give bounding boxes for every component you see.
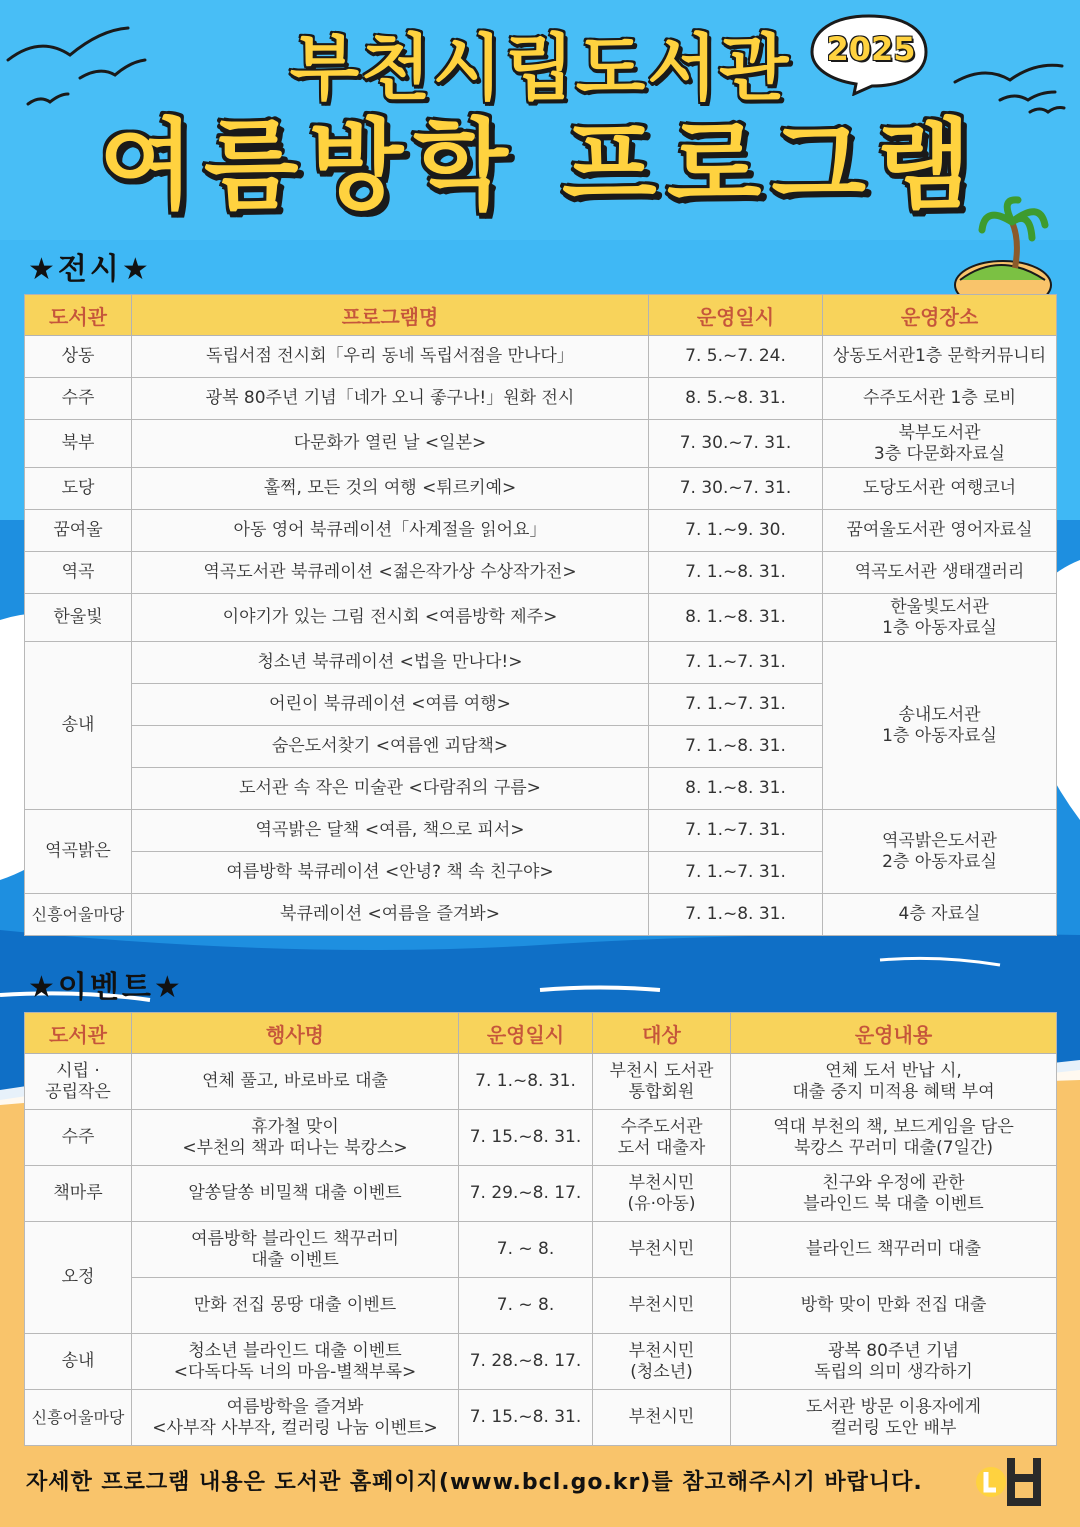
place-cell: 한울빛도서관 1층 아동자료실 [823, 594, 1057, 642]
events-heading: ★이벤트★ [28, 970, 184, 1005]
date-cell: 7. 1.~8. 31. [649, 552, 823, 594]
column-header: 도서관 [25, 1013, 132, 1054]
table-row [25, 1054, 1057, 1110]
program-cell: 아동 영어 북큐레이션「사계절을 읽어요」 [132, 510, 649, 552]
program-cell: 독립서점 전시회「우리 동네 독립서점을 만나다」 [132, 336, 649, 378]
table-row [25, 810, 1057, 852]
date-cell: 7. ~ 8. [459, 1222, 593, 1278]
table-row [25, 1166, 1057, 1222]
target-cell: 부천시민 (청소년) [593, 1334, 731, 1390]
exhibitions-heading: ★전시★ [28, 252, 152, 287]
library-cell: 상동 [25, 336, 132, 378]
date-cell: 7. 30.~7. 31. [649, 468, 823, 510]
column-header: 대상 [593, 1013, 731, 1054]
date-cell: 7. 28.~8. 17. [459, 1334, 593, 1390]
table-row [25, 378, 1057, 420]
column-header: 행사명 [132, 1013, 459, 1054]
column-header: 운영일시 [649, 295, 823, 336]
content-cell: 도서관 방문 이용자에게 컬러링 도안 배부 [731, 1390, 1057, 1446]
content-cell: 방학 맞이 만화 전집 대출 [731, 1278, 1057, 1334]
target-cell: 수주도서관 도서 대출자 [593, 1110, 731, 1166]
event-name-cell: 연체 풀고, 바로바로 대출 [132, 1054, 459, 1110]
target-cell: 부천시 도서관 통합회원 [593, 1054, 731, 1110]
library-cell: 역곡밝은 [25, 810, 132, 894]
table-row [25, 1278, 1057, 1334]
event-name-cell: 만화 전집 몽땅 대출 이벤트 [132, 1278, 459, 1334]
library-logo [973, 1452, 1047, 1510]
library-cell: 역곡 [25, 552, 132, 594]
library-cell: 책마루 [25, 1166, 132, 1222]
footer-note: 자세한 프로그램 내용은 도서관 홈페이지(www.bcl.go.kr)를 참고해주시기 바랍니다. [26, 1470, 923, 1495]
table-row [25, 642, 1057, 684]
content-cell: 연체 도서 반납 시, 대출 중지 미적용 혜택 부여 [731, 1054, 1057, 1110]
program-cell: 역곡밝은 달책 <여름, 책으로 피서> [132, 810, 649, 852]
program-cell: 어린이 북큐레이션 <여름 여행> [132, 684, 649, 726]
column-header: 도서관 [25, 295, 132, 336]
table-header-row [25, 1013, 1057, 1054]
event-name-cell: 알쏭달쏭 비밀책 대출 이벤트 [132, 1166, 459, 1222]
date-cell: 7. 1.~7. 31. [649, 684, 823, 726]
event-name-cell: 여름방학을 즐겨봐 <사부작 사부작, 컬러링 나눔 이벤트> [132, 1390, 459, 1446]
event-name-cell: 청소년 블라인드 대출 이벤트 <다독다독 너의 마음-별책부록> [132, 1334, 459, 1390]
date-cell: 7. 15.~8. 31. [459, 1110, 593, 1166]
date-cell: 7. 1.~7. 31. [649, 810, 823, 852]
library-cell: 시립 · 공립작은 [25, 1054, 132, 1110]
place-cell: 송내도서관 1층 아동자료실 [823, 642, 1057, 810]
target-cell: 부천시민 [593, 1390, 731, 1446]
column-header: 프로그램명 [132, 295, 649, 336]
library-cell: 송내 [25, 642, 132, 810]
library-cell: 신흥어울마당 [25, 1390, 132, 1446]
target-cell: 부천시민 (유·아동) [593, 1166, 731, 1222]
date-cell: 7. ~ 8. [459, 1278, 593, 1334]
date-cell: 7. 5.~7. 24. [649, 336, 823, 378]
column-header: 운영일시 [459, 1013, 593, 1054]
date-cell: 7. 1.~8. 31. [459, 1054, 593, 1110]
event-name-cell: 여름방학 블라인드 책꾸러미 대출 이벤트 [132, 1222, 459, 1278]
table-row [25, 1222, 1057, 1278]
place-cell: 북부도서관 3층 다문화자료실 [823, 420, 1057, 468]
library-cell: 수주 [25, 1110, 132, 1166]
date-cell: 7. 1.~7. 31. [649, 852, 823, 894]
event-name-cell: 휴가철 맞이 <부천의 책과 떠나는 북캉스> [132, 1110, 459, 1166]
library-cell: 북부 [25, 420, 132, 468]
library-cell: 도당 [25, 468, 132, 510]
table-row [25, 336, 1057, 378]
content-cell: 블라인드 책꾸러미 대출 [731, 1222, 1057, 1278]
program-cell: 훌쩍, 모든 것의 여행 <튀르키예> [132, 468, 649, 510]
table-header-row [25, 295, 1057, 336]
program-cell: 다문화가 열린 날 <일본> [132, 420, 649, 468]
table-row [25, 420, 1057, 468]
date-cell: 7. 1.~8. 31. [649, 726, 823, 768]
date-cell: 7. 1.~7. 31. [649, 642, 823, 684]
table-row [25, 894, 1057, 936]
program-cell: 북큐레이션 <여름을 즐겨봐> [132, 894, 649, 936]
content-cell: 친구와 우정에 관한 블라인드 북 대출 이벤트 [731, 1166, 1057, 1222]
program-cell: 역곡도서관 북큐레이션 <젊은작가상 수상작가전> [132, 552, 649, 594]
program-cell: 광복 80주년 기념「네가 오니 좋구나!」원화 전시 [132, 378, 649, 420]
table-row [25, 1390, 1057, 1446]
program-cell: 숨은도서찾기 <여름엔 괴담책> [132, 726, 649, 768]
page-subtitle: 여름방학 프로그램 [99, 109, 981, 223]
place-cell: 도당도서관 여행코너 [823, 468, 1057, 510]
target-cell: 부천시민 [593, 1278, 731, 1334]
date-cell: 7. 1.~9. 30. [649, 510, 823, 552]
events-table [24, 1012, 1057, 1446]
place-cell: 상동도서관1층 문학커뮤니티 [823, 336, 1057, 378]
table-row [25, 552, 1057, 594]
column-header: 운영내용 [731, 1013, 1057, 1054]
place-cell: 꿈여울도서관 영어자료실 [823, 510, 1057, 552]
date-cell: 7. 1.~8. 31. [649, 894, 823, 936]
page-title: 부천시립도서관 [289, 26, 791, 110]
content-cell: 광복 80주년 기념 독립의 의미 생각하기 [731, 1334, 1057, 1390]
date-cell: 8. 1.~8. 31. [649, 768, 823, 810]
library-cell: 송내 [25, 1334, 132, 1390]
place-cell: 역곡도서관 생태갤러리 [823, 552, 1057, 594]
date-cell: 7. 15.~8. 31. [459, 1390, 593, 1446]
library-cell: 신흥어울마당 [25, 894, 132, 936]
year-label: 2025 [826, 30, 916, 68]
program-cell: 여름방학 북큐레이션 <안녕? 책 속 친구야> [132, 852, 649, 894]
library-cell: 한울빛 [25, 594, 132, 642]
content-cell: 역대 부천의 책, 보드게임을 담은 북캉스 꾸러미 대출(7일간) [731, 1110, 1057, 1166]
date-cell: 8. 1.~8. 31. [649, 594, 823, 642]
target-cell: 부천시민 [593, 1222, 731, 1278]
program-cell: 청소년 북큐레이션 <법을 만나다!> [132, 642, 649, 684]
date-cell: 8. 5.~8. 31. [649, 378, 823, 420]
table-row [25, 1110, 1057, 1166]
program-cell: 도서관 속 작은 미술관 <다람쥐의 구름> [132, 768, 649, 810]
place-cell: 4층 자료실 [823, 894, 1057, 936]
date-cell: 7. 30.~7. 31. [649, 420, 823, 468]
program-cell: 이야기가 있는 그림 전시회 <여름방학 제주> [132, 594, 649, 642]
table-row [25, 594, 1057, 642]
table-row [25, 1334, 1057, 1390]
date-cell: 7. 29.~8. 17. [459, 1166, 593, 1222]
library-cell: 수주 [25, 378, 132, 420]
column-header: 운영장소 [823, 295, 1057, 336]
place-cell: 수주도서관 1층 로비 [823, 378, 1057, 420]
table-row [25, 468, 1057, 510]
place-cell: 역곡밝은도서관 2층 아동자료실 [823, 810, 1057, 894]
exhibitions-table [24, 294, 1057, 936]
library-cell: 오정 [25, 1222, 132, 1334]
table-row [25, 510, 1057, 552]
library-cell: 꿈여울 [25, 510, 132, 552]
